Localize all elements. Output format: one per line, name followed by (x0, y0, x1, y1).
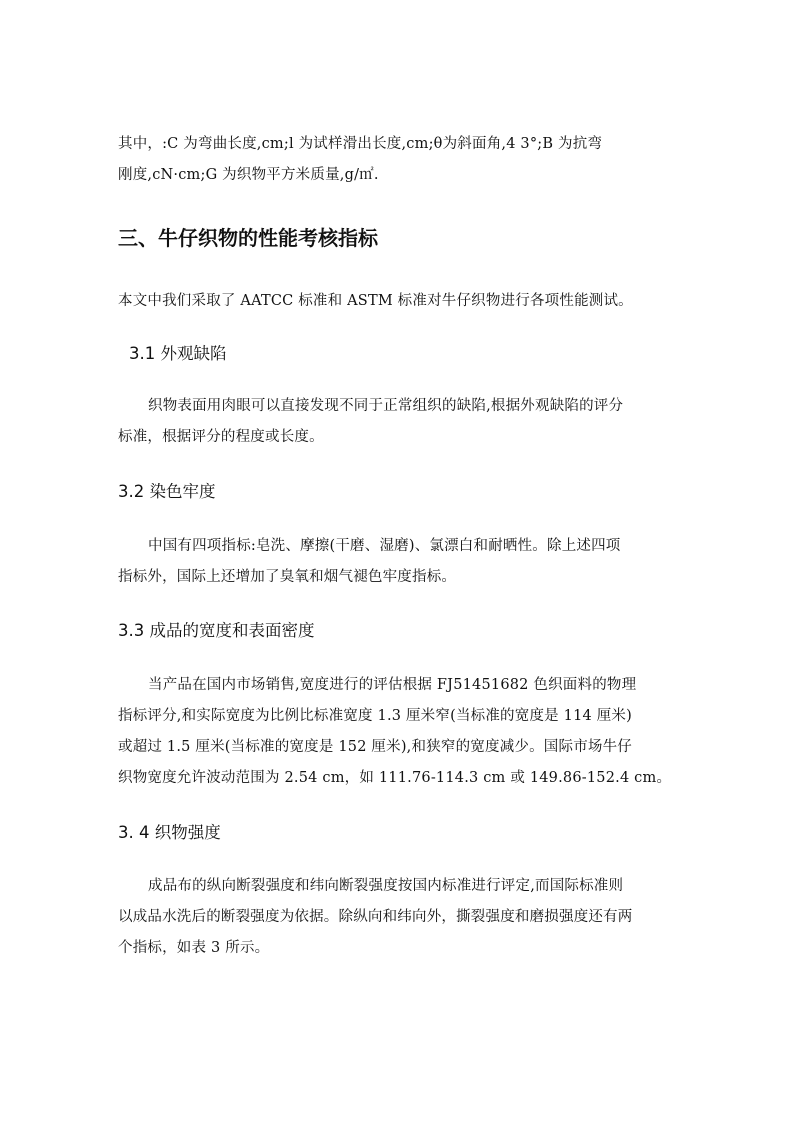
subsection-3-3-line-2: 指标评分,和实际宽度为比例比标准宽度 1.3 厘米窄(当标准的宽度是 114 厘米) (118, 708, 632, 724)
subsection-3-1-line-2: 标准，根据评分的程度或长度。 (118, 429, 324, 445)
subsection-3-1-heading: 3.1 外观缺陷 (129, 344, 227, 363)
subsection-3-2-heading: 3.2 染色牢度 (118, 482, 216, 501)
subsection-3-3-line-1: 当产品在国内市场销售,宽度进行的评估根据 FJ51451682 色织面料的物理 (148, 677, 637, 693)
section-3-lead: 本文中我们采取了 AATCC 标准和 ASTM 标准对牛仔织物进行各项性能测试。 (118, 293, 633, 309)
section-3-heading: 三、牛仔织物的性能考核指标 (118, 226, 378, 250)
subsection-3-4-line-2: 以成品水洗后的断裂强度为依据。除纵向和纬向外，撕裂强度和磨损强度还有两 (118, 909, 633, 925)
intro-line-1: 其中，:C 为弯曲长度,cm;l 为试样滑出长度,cm;θ为斜面角,4 3°;B 为抗弯 (118, 136, 603, 152)
subsection-3-3-heading: 3.3 成品的宽度和表面密度 (118, 621, 315, 640)
subsection-3-4-line-3: 个指标，如表 3 所示。 (118, 940, 270, 956)
subsection-3-4-line-1: 成品布的纵向断裂强度和纬向断裂强度按国内标准进行评定,而国际标准则 (148, 878, 624, 894)
subsection-3-2-line-1: 中国有四项指标:皂洗、摩擦(干磨、湿磨)、氯漂白和耐晒性。除上述四项 (148, 538, 621, 554)
subsection-3-3-line-3: 或超过 1.5 厘米(当标准的宽度是 152 厘米),和狭窄的宽度减少。国际市场牛仔 (118, 739, 632, 755)
subsection-3-2-line-2: 指标外，国际上还增加了臭氧和烟气褪色牢度指标。 (118, 569, 457, 585)
intro-line-2: 刚度,cN·cm;G 为织物平方米质量,g/㎡. (118, 167, 379, 183)
subsection-3-3-line-4: 织物宽度允许波动范围为 2.54 cm，如 111.76-114.3 cm 或 149.86-152.4 cm。 (118, 770, 672, 786)
subsection-3-1-line-1: 织物表面用肉眼可以直接发现不同于正常组织的缺陷,根据外观缺陷的评分 (148, 398, 624, 414)
subsection-3-4-heading: 3. 4 织物强度 (118, 823, 221, 842)
